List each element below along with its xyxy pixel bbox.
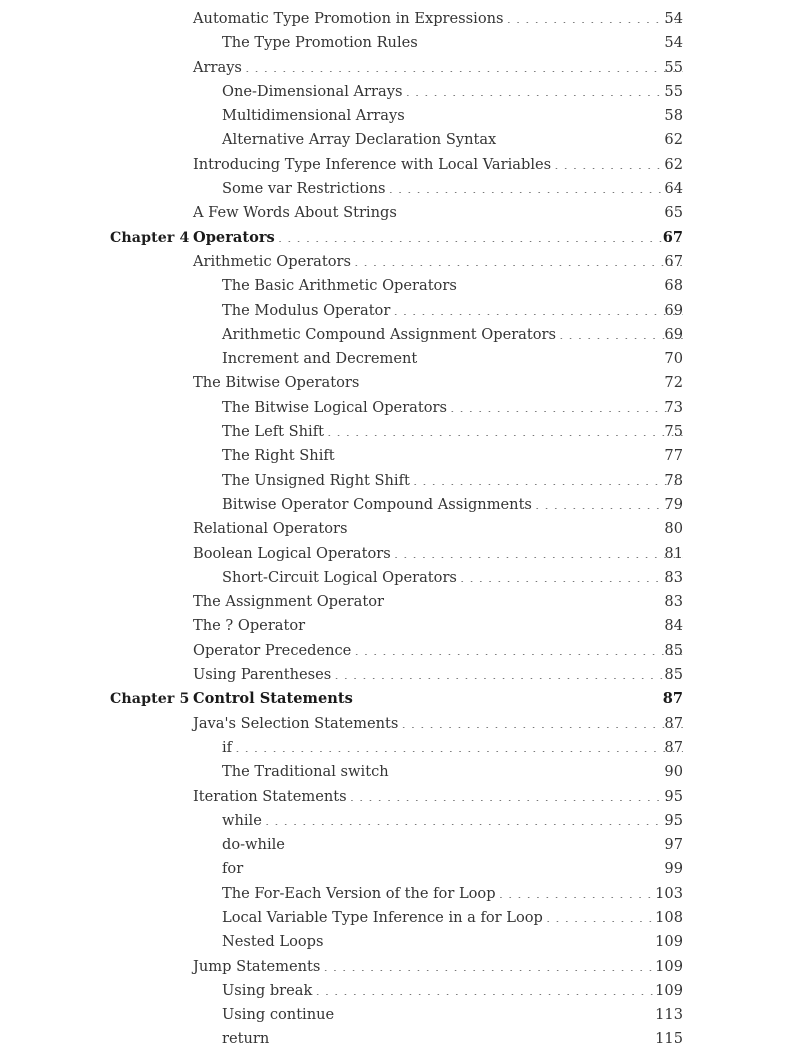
toc-entry-page-number[interactable]: 62 <box>664 131 683 149</box>
toc-entry-body <box>222 128 683 152</box>
toc-entry-body <box>193 590 683 614</box>
toc-entry-title[interactable]: Multidimensional Arrays <box>222 107 405 125</box>
toc-entry[interactable] <box>0 80 800 104</box>
dot-leader <box>420 349 683 364</box>
toc-entry-body <box>222 566 683 590</box>
toc-entry-page-number[interactable]: 77 <box>664 447 683 465</box>
toc-entry-title[interactable]: One-Dimensional Arrays <box>222 82 403 100</box>
toc-entry-page-number[interactable]: 95 <box>664 811 683 829</box>
toc-entry[interactable] <box>0 882 800 906</box>
toc-entry-body <box>222 323 683 347</box>
toc-entry-page-number[interactable]: 58 <box>664 107 683 125</box>
toc-entry[interactable] <box>0 323 800 347</box>
toc-entry-title[interactable]: Arithmetic Operators <box>193 252 352 270</box>
toc-entry[interactable] <box>0 809 800 833</box>
toc-entry-body <box>193 226 683 250</box>
dot-leader <box>460 276 683 291</box>
toc-entry-body <box>222 177 683 201</box>
toc-entry-page-number[interactable]: 54 <box>664 10 683 27</box>
toc-entry-title[interactable]: Automatic Type Promotion in Expressions <box>193 10 504 27</box>
chapter-label: Chapter 5 <box>110 691 190 708</box>
dot-leader <box>401 713 683 728</box>
toc-entry[interactable] <box>0 299 800 323</box>
toc-entry-title[interactable]: Control Statements <box>193 690 353 708</box>
toc-entry[interactable] <box>0 760 800 784</box>
toc-entry-title[interactable]: Using break <box>222 981 313 999</box>
toc-entry[interactable] <box>0 712 800 736</box>
toc-entry-title[interactable]: Some var Restrictions <box>222 180 386 198</box>
toc-entry[interactable] <box>0 639 800 663</box>
toc-entry[interactable] <box>0 979 800 1003</box>
toc-entry-body <box>193 153 683 177</box>
toc-entry[interactable] <box>0 153 800 177</box>
toc-entry-body <box>193 785 683 809</box>
toc-entry-page-number[interactable]: 83 <box>664 593 683 611</box>
toc-entry-body <box>222 736 683 760</box>
toc-entry[interactable] <box>0 857 800 881</box>
toc-entry-body <box>222 31 683 55</box>
toc-entry[interactable] <box>0 736 800 760</box>
toc-entry[interactable] <box>0 250 800 274</box>
toc-entry-body <box>193 517 683 541</box>
toc-entry-page-number[interactable]: 69 <box>664 325 683 343</box>
toc-entry-title[interactable]: do-while <box>222 836 285 854</box>
toc-entry-page-number[interactable]: 87 <box>664 714 683 732</box>
toc-entry-page-number[interactable]: 97 <box>664 836 683 854</box>
toc-entry-title[interactable]: Java's Selection Statements <box>193 714 399 732</box>
toc-entry-body <box>193 250 683 274</box>
toc-entry-page-number[interactable]: 62 <box>664 155 683 173</box>
dot-leader <box>278 227 683 242</box>
toc-entry-title[interactable]: Introducing Type Inference with Local Variables <box>193 155 552 173</box>
toc-entry-title[interactable]: Short-Circuit Logical Operators <box>222 568 457 586</box>
toc-entry-body <box>222 420 683 444</box>
toc-entry-page-number[interactable]: 90 <box>664 763 683 781</box>
toc-entry[interactable] <box>0 104 800 128</box>
toc-entry-page-number[interactable]: 67 <box>664 252 683 270</box>
toc-entry-body <box>222 493 683 517</box>
toc-entry-page-number[interactable]: 85 <box>664 641 683 659</box>
toc-entry[interactable] <box>0 7 800 31</box>
toc-entry-page-number[interactable]: 81 <box>664 544 683 562</box>
dot-leader <box>272 1029 683 1044</box>
toc-entry-body <box>222 80 683 104</box>
toc-entry-body <box>193 955 683 979</box>
toc-entry[interactable] <box>0 444 800 468</box>
toc-entry[interactable] <box>0 1003 800 1027</box>
toc-entry-page-number[interactable]: 113 <box>655 1006 683 1024</box>
toc-entry-page-number[interactable]: 83 <box>664 568 683 586</box>
toc-entry[interactable] <box>0 955 800 979</box>
toc-entry-body <box>193 639 683 663</box>
dot-leader <box>394 543 683 558</box>
toc-entry-body <box>222 1027 683 1051</box>
toc-entry-body <box>193 663 683 687</box>
toc-entry-title[interactable]: The Traditional switch <box>222 763 389 781</box>
toc-entry[interactable] <box>0 56 800 80</box>
toc-entry-page-number[interactable]: 69 <box>664 301 683 319</box>
toc-entry-body <box>193 687 683 711</box>
toc-entry-body <box>193 7 683 31</box>
toc-entry[interactable] <box>0 396 800 420</box>
toc-entry-page-number[interactable]: 115 <box>655 1030 683 1048</box>
toc-entry-title[interactable]: The Left Shift <box>222 423 324 441</box>
dot-leader <box>354 251 683 266</box>
toc-entry-page-number[interactable]: 64 <box>664 180 683 198</box>
toc-entry-body <box>222 930 683 954</box>
toc-entry-page-number[interactable]: 55 <box>664 58 683 76</box>
toc-entry[interactable] <box>0 177 800 201</box>
toc-entry[interactable] <box>0 274 800 298</box>
toc-entry-page-number[interactable]: 99 <box>664 860 683 878</box>
toc-entry-title[interactable]: Alternative Array Declaration Syntax <box>222 131 497 149</box>
toc-entry-body <box>222 809 683 833</box>
toc-entry-body <box>222 396 683 420</box>
toc-entry-body <box>222 760 683 784</box>
toc-entry[interactable] <box>0 31 800 55</box>
toc-entry-page-number[interactable]: 68 <box>664 277 683 295</box>
dot-leader <box>350 786 683 801</box>
toc-entry-title[interactable]: The Modulus Operator <box>222 301 391 319</box>
dot-leader <box>327 421 683 436</box>
toc-entry-page-number[interactable]: 95 <box>664 787 683 805</box>
toc-entry-title[interactable]: for <box>222 860 244 878</box>
toc-entry-body <box>193 542 683 566</box>
toc-entry-page-number[interactable]: 75 <box>664 423 683 441</box>
dot-leader <box>323 956 683 971</box>
toc-entry-body <box>193 371 683 395</box>
dot-leader <box>393 300 683 315</box>
toc-entry-page-number[interactable]: 72 <box>664 374 683 392</box>
toc-entry-body <box>222 469 683 493</box>
dot-leader <box>246 859 683 874</box>
dot-leader <box>450 397 683 412</box>
toc-entry-page-number[interactable]: 109 <box>655 957 683 975</box>
toc-entry-page-number[interactable]: 84 <box>664 617 683 635</box>
toc-entry-title[interactable]: The Bitwise Logical Operators <box>222 398 447 416</box>
toc-entry-title[interactable]: Arrays <box>193 58 242 76</box>
toc-entry-title[interactable]: The Right Shift <box>222 447 335 465</box>
toc-entry-body <box>193 201 683 225</box>
toc-entry[interactable] <box>0 906 800 930</box>
toc-entry[interactable] <box>0 420 800 444</box>
dot-leader <box>388 178 683 193</box>
toc-entry-title[interactable]: Jump Statements <box>193 957 321 975</box>
toc-entry-body <box>222 444 683 468</box>
toc-entry[interactable] <box>0 614 800 638</box>
toc-entry-page-number[interactable]: 78 <box>664 471 683 489</box>
toc-entry-title[interactable]: Using continue <box>222 1006 335 1024</box>
toc-entry-page-number[interactable]: 109 <box>655 933 683 951</box>
toc-entry-page-number[interactable]: 80 <box>664 520 683 538</box>
dot-leader <box>308 616 683 631</box>
toc-entry[interactable] <box>0 566 800 590</box>
toc-entry-body <box>222 833 683 857</box>
toc-entry-title[interactable]: Local Variable Type Inference in a for Loop <box>222 908 543 926</box>
dot-leader <box>334 664 683 679</box>
toc-entry-title[interactable]: Increment and Decrement <box>222 350 418 368</box>
dot-leader <box>387 592 683 607</box>
toc-entry-title[interactable]: A Few Words About Strings <box>193 204 397 222</box>
dot-leader <box>350 519 683 534</box>
toc-entry-title[interactable]: The ? Operator <box>193 617 306 635</box>
dot-leader <box>507 8 684 23</box>
toc-entry-title[interactable]: Bitwise Operator Compound Assignments <box>222 495 532 513</box>
toc-entry-title[interactable]: The Basic Arithmetic Operators <box>222 277 457 295</box>
dot-leader <box>356 689 683 704</box>
toc-entry-title[interactable]: Arithmetic Compound Assignment Operators <box>222 325 557 343</box>
dot-leader <box>535 494 683 509</box>
dot-leader <box>354 640 683 655</box>
toc-entry-body <box>193 712 683 736</box>
toc-entry-page-number[interactable]: 67 <box>662 228 683 246</box>
toc-entry[interactable] <box>0 833 800 857</box>
dot-leader <box>499 130 683 145</box>
toc-entry-body <box>222 347 683 371</box>
toc-entry[interactable] <box>0 128 800 152</box>
toc-entry[interactable] <box>0 930 800 954</box>
toc-entry-page-number[interactable]: 65 <box>664 204 683 222</box>
toc-entry[interactable] <box>0 201 800 225</box>
toc-entry-title[interactable]: Iteration Statements <box>193 787 347 805</box>
toc-entry-title[interactable]: Using Parentheses <box>193 666 332 684</box>
toc-entry-title[interactable]: The Assignment Operator <box>193 593 384 611</box>
toc-entry-body <box>193 56 683 80</box>
toc-entry-title[interactable]: The Bitwise Operators <box>193 374 360 392</box>
dot-leader <box>392 762 683 777</box>
toc-entry-body <box>222 1003 683 1027</box>
dot-leader <box>315 980 683 995</box>
dot-leader <box>326 932 683 947</box>
toc-entry[interactable] <box>0 663 800 687</box>
toc-entry-page-number[interactable]: 109 <box>655 981 683 999</box>
toc-entry-title[interactable]: Operator Precedence <box>193 641 352 659</box>
toc-entry[interactable] <box>0 517 800 541</box>
toc-entry[interactable] <box>0 785 800 809</box>
dot-leader <box>400 203 683 218</box>
toc-entry-body <box>222 979 683 1003</box>
dot-leader <box>338 446 683 461</box>
toc-entry-page-number[interactable]: 103 <box>655 884 683 902</box>
dot-leader <box>245 57 683 72</box>
dot-leader <box>235 737 683 752</box>
toc-entry[interactable] <box>0 469 800 493</box>
toc-entry-page-number[interactable]: 85 <box>664 666 683 684</box>
toc-entry[interactable] <box>0 687 800 711</box>
toc-entry-list <box>0 7 800 1052</box>
toc-entry-title[interactable]: Relational Operators <box>193 520 348 538</box>
toc-entry-title[interactable]: The For-Each Version of the for Loop <box>222 884 496 902</box>
dot-leader <box>408 106 683 121</box>
dot-leader <box>413 470 683 485</box>
toc-entry-title[interactable]: return <box>222 1030 270 1048</box>
toc-entry-title[interactable]: The Type Promotion Rules <box>222 34 418 52</box>
toc-entry-title[interactable]: if <box>222 738 233 756</box>
toc-entry-title[interactable]: while <box>222 811 262 829</box>
toc-entry-body <box>222 906 683 930</box>
toc-entry-body <box>222 274 683 298</box>
dot-leader <box>288 835 683 850</box>
dot-leader <box>421 33 683 48</box>
dot-leader <box>460 567 683 582</box>
toc-entry-page-number[interactable]: 108 <box>655 908 683 926</box>
toc-entry-body <box>193 614 683 638</box>
toc-entry-page-number[interactable]: 87 <box>664 738 683 756</box>
toc-entry-body <box>222 882 683 906</box>
toc-entry-page-number[interactable]: 70 <box>664 350 683 368</box>
chapter-label: Chapter 4 <box>110 229 190 246</box>
toc-entry[interactable] <box>0 493 800 517</box>
dot-leader <box>405 81 683 96</box>
toc-entry[interactable] <box>0 590 800 614</box>
toc-entry[interactable] <box>0 371 800 395</box>
toc-entry-page-number[interactable]: 55 <box>664 82 683 100</box>
toc-entry-page-number[interactable]: 87 <box>662 690 683 708</box>
toc-entry-title[interactable]: The Unsigned Right Shift <box>222 471 410 489</box>
dot-leader <box>362 373 683 388</box>
toc-entry-page-number[interactable]: 54 <box>664 34 683 52</box>
toc-entry[interactable] <box>0 347 800 371</box>
toc-entry-body <box>222 299 683 323</box>
toc-entry[interactable] <box>0 226 800 250</box>
toc-entry-body <box>222 857 683 881</box>
toc-entry-title[interactable]: Boolean Logical Operators <box>193 544 391 562</box>
toc-entry-page-number[interactable]: 79 <box>664 495 683 513</box>
dot-leader <box>337 1005 683 1020</box>
toc-entry-title[interactable]: Operators <box>193 228 275 246</box>
toc-entry-page-number[interactable]: 73 <box>664 398 683 416</box>
toc-entry-title[interactable]: Nested Loops <box>222 933 324 951</box>
toc-entry[interactable] <box>0 1027 800 1051</box>
dot-leader <box>265 810 683 825</box>
toc-entry-body <box>222 104 683 128</box>
toc-entry[interactable] <box>0 542 800 566</box>
